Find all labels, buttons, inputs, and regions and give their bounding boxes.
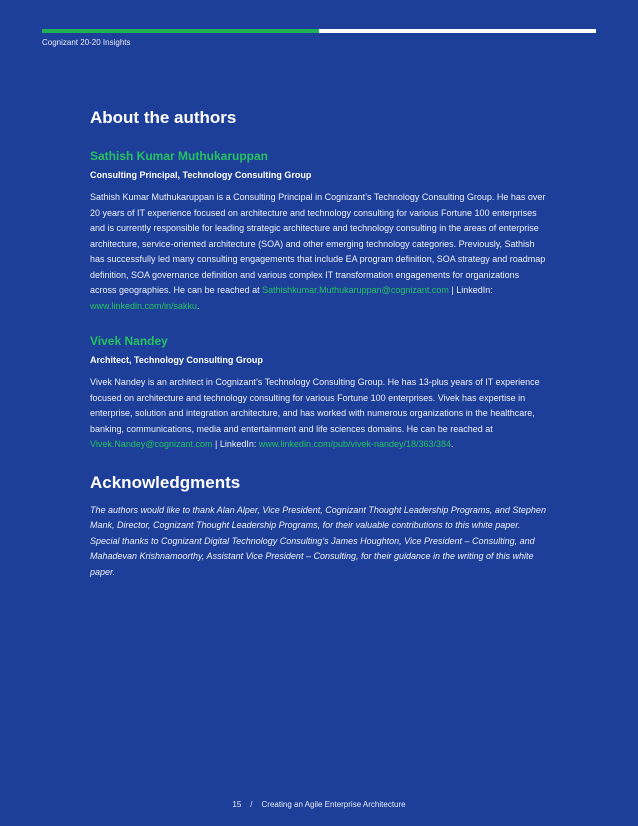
- author-bio-text: Sathish Kumar Muthukaruppan is a Consulting Principal in Cognizant’s Technology Consulting Group. He has over 20 years of IT experience focused on architecture and technology consulting for various Fortune 100 enterprises and is currently responsible for leading strategic architecture and technology consulting in the areas of enterprise architecture, service-oriented architecture (SOA) and other emerging technology categories. Previously, Sathish has successfully led many consulting engagements that include EA program definition, SOA strategy and roadmap definition, SOA governance definition and various complex IT transformation engagements for organizations across geographies. He can be reached at: [90, 192, 546, 295]
- page-number: 15: [232, 800, 242, 809]
- running-header: Cognizant 20-20 Insights: [42, 38, 131, 47]
- linkedin-label: | LinkedIn:: [212, 439, 259, 449]
- footer-separator: /: [250, 800, 253, 809]
- author-role: Consulting Principal, Technology Consulting Group: [90, 170, 312, 180]
- author-name: Vivek Nandey: [90, 334, 168, 348]
- author-email-link[interactable]: Sathishkumar.Muthukaruppan@cognizant.com: [262, 285, 449, 295]
- acknowledgments-heading: Acknowledgments: [90, 472, 241, 492]
- bio-end: .: [197, 300, 200, 311]
- author-bio: [90, 190, 548, 314]
- top-bar-white-segment: [319, 29, 596, 33]
- top-accent-bar: [42, 29, 596, 33]
- about-authors-heading: About the authors: [90, 108, 237, 127]
- top-bar-green-segment: [42, 29, 319, 33]
- author-block-1: [90, 149, 548, 314]
- page-footer: [0, 800, 638, 809]
- main-content: [90, 108, 548, 580]
- acknowledgments-text: The authors would like to thank Alan Alper, Vice President, Cognizant Thought Leadership Programs, and Stephen Mank, Director, Cognizant Thought Leadership Programs, for their valuable contributions to this white paper. Special thanks to Cognizant Digital Technology Consulting’s James Houghton, Vice President – Consulting, and Mahadevan Krishnamoorthy, Assistant Vice President – Consulting, for their guidance in the writing of this white paper.: [90, 504, 546, 577]
- author-role: Architect, Technology Consulting Group: [90, 355, 263, 365]
- author-bio: [90, 375, 548, 453]
- author-linkedin-link[interactable]: www.linkedin.com/pub/vivek-nandey/18/363/384: [258, 439, 452, 449]
- author-bio-text: Vivek Nandey is an architect in Cognizant’s Technology Consulting Group. He has 13-plus years of IT experience focused on architecture and technology consulting for various Fortune 100 enterprises. Vivek has expertise in enterprise, solution and integration architecture, and has worked with numerous organizations in the healthcare, banking, communications, media and entertainment and life sciences domains. He can be reached at: [90, 377, 540, 434]
- bio-end: .: [451, 439, 454, 449]
- footer-doc-title: Creating an Agile Enterprise Architecture: [261, 800, 406, 809]
- linkedin-label: | LinkedIn:: [448, 285, 493, 295]
- author-name: Sathish Kumar Muthukaruppan: [90, 149, 269, 163]
- author-email-link[interactable]: Vivek.Nandey@cognizant.com: [90, 439, 213, 449]
- author-block-2: [90, 334, 548, 453]
- author-linkedin-link[interactable]: www.linkedin.com/in/sakku: [90, 300, 198, 311]
